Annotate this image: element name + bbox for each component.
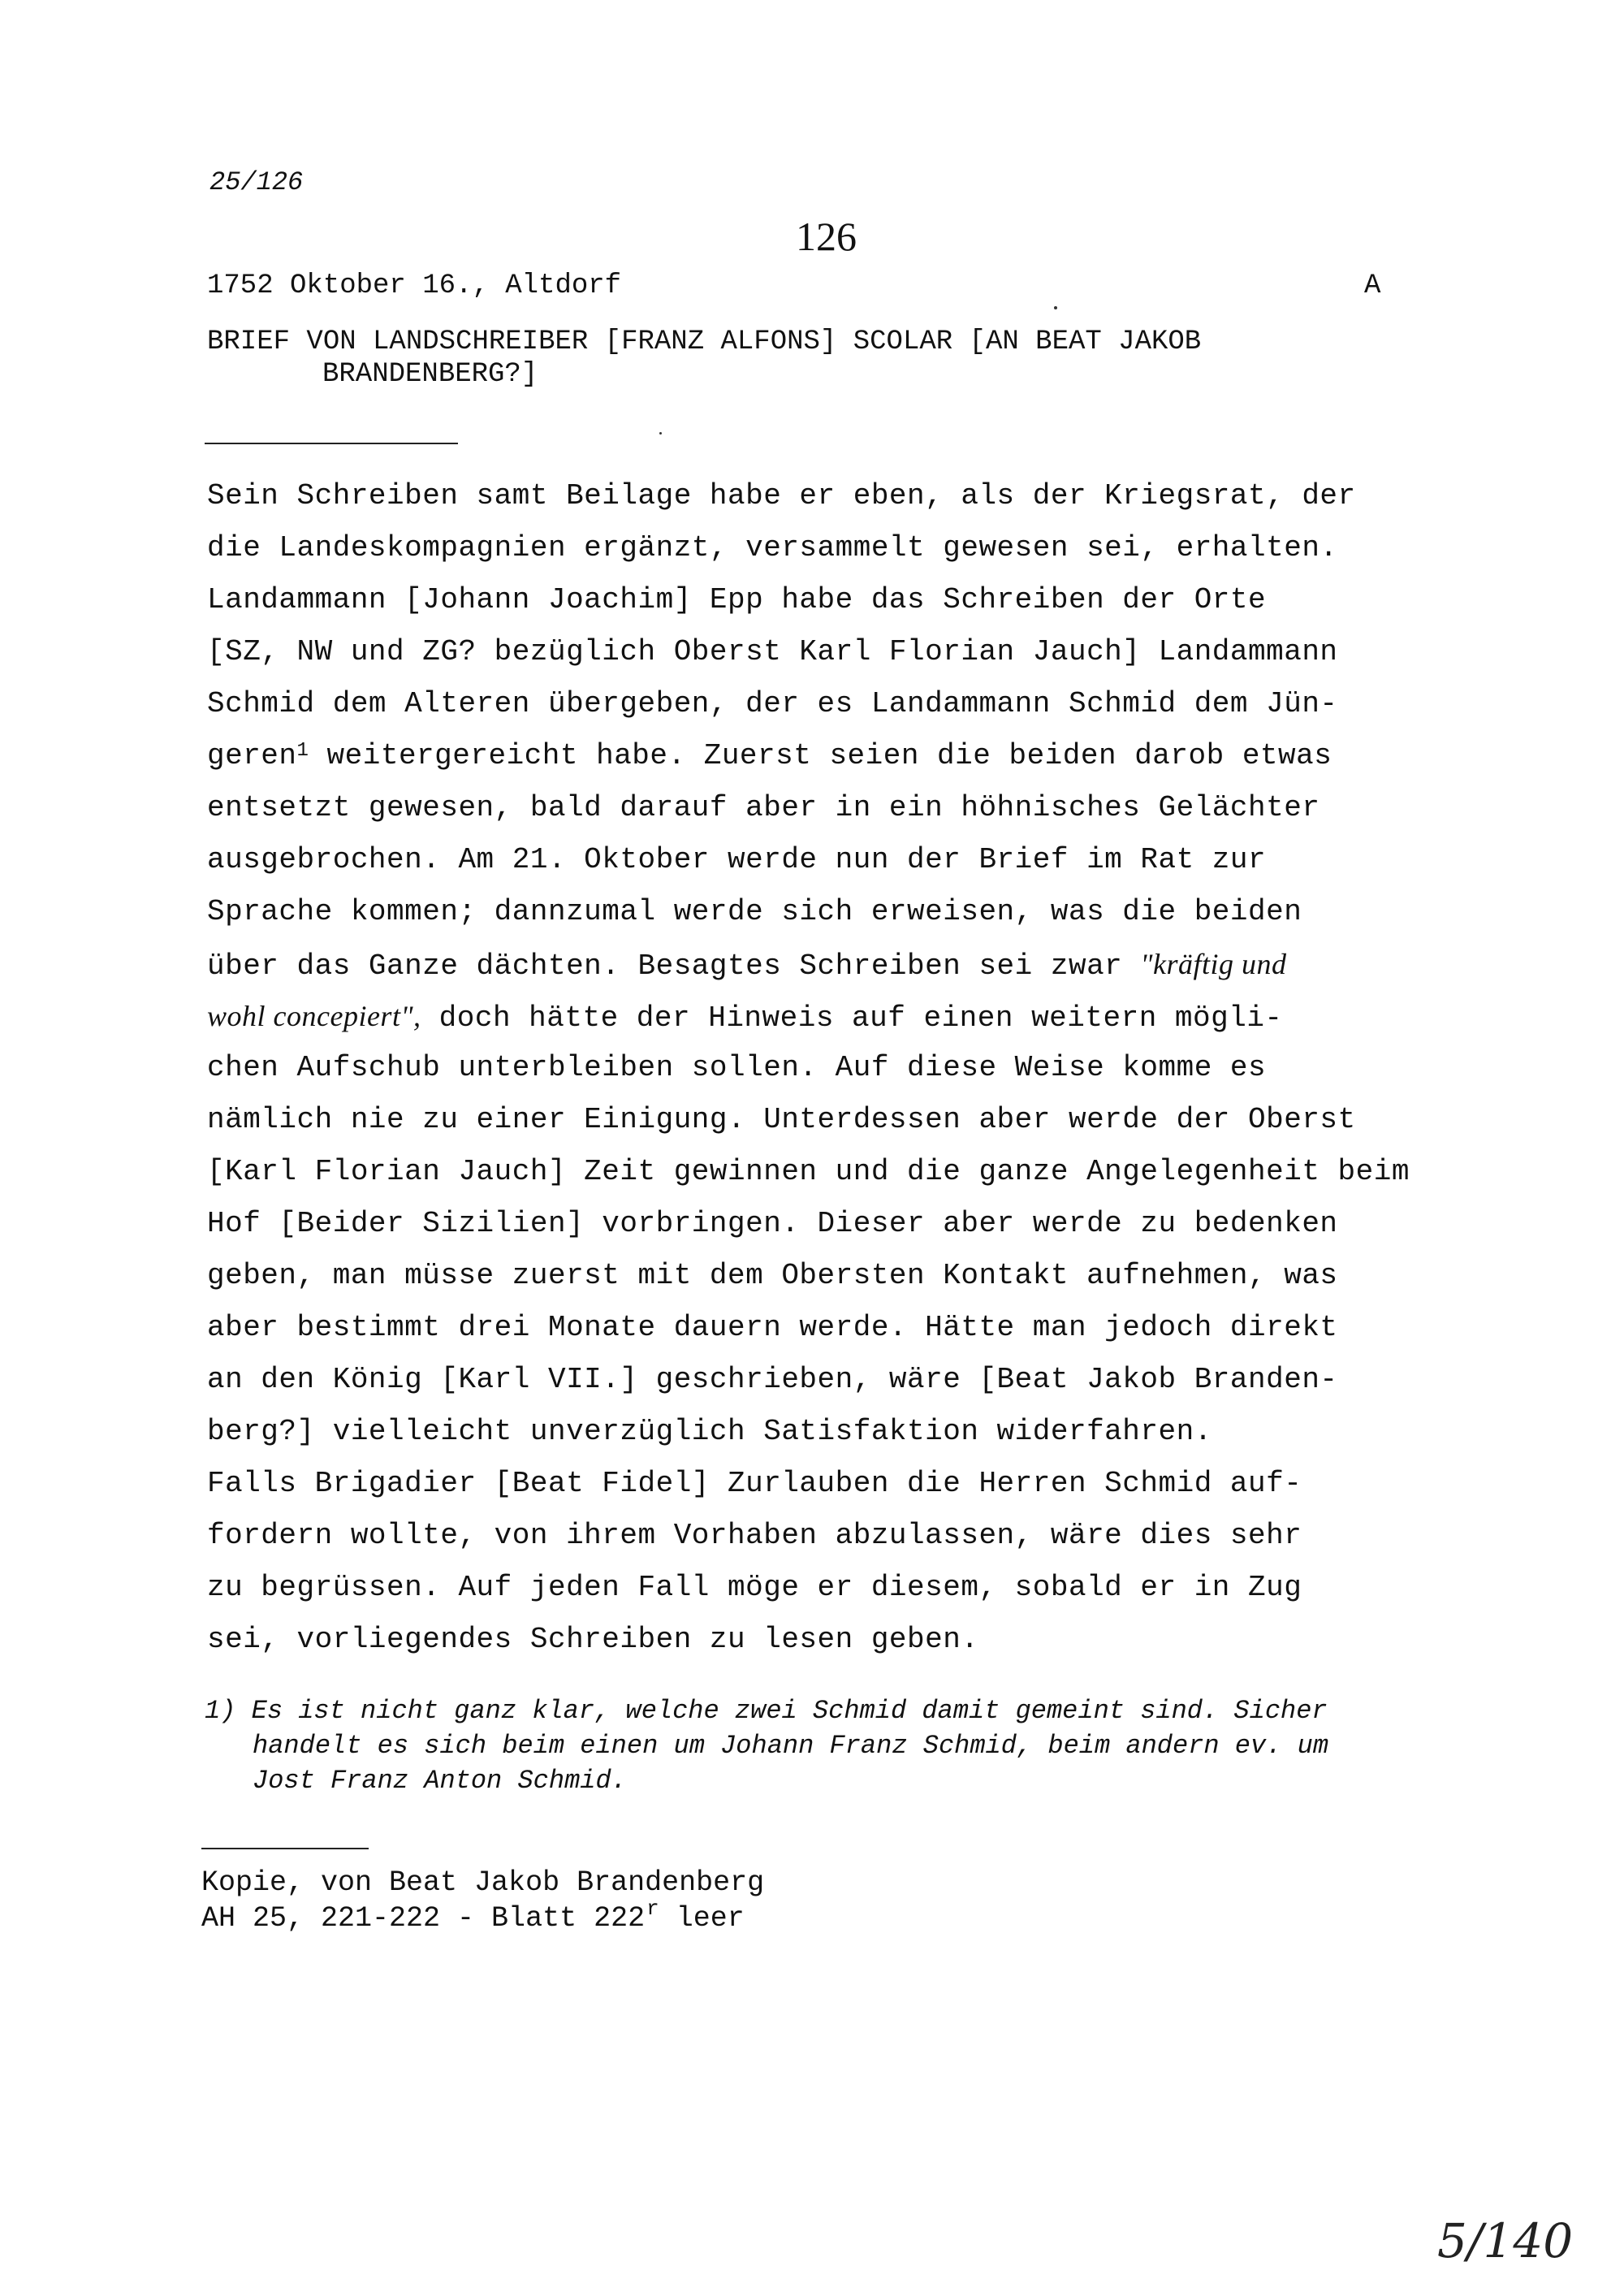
document-title-line-1: BRIEF VON LANDSCHREIBER [FRANZ ALFONS] SCOLAR [AN BEAT JAKOB bbox=[207, 327, 1202, 357]
header-divider bbox=[205, 443, 458, 444]
body-line: Hof [Beider Sizilien] vorbringen. Dieser aber werde zu bedenken bbox=[207, 1207, 1338, 1240]
body-line: die Landeskompagnien ergänzt, versammelt gewesen sei, erhalten. bbox=[207, 531, 1338, 564]
archive-reference: 25/126 bbox=[209, 167, 304, 197]
quotation: "kräftig und bbox=[1140, 948, 1287, 980]
body-line: fordern wollte, von ihrem Vorhaben abzulassen, wäre dies sehr bbox=[207, 1519, 1302, 1552]
handwritten-folio-number: 5/140 bbox=[1437, 2213, 1574, 2268]
body-line: aber bestimmt drei Monate dauern werde. Hätte man jedoch direkt bbox=[207, 1311, 1338, 1344]
footnote-line: Jost Franz Anton Schmid. bbox=[253, 1766, 627, 1796]
body-line: [SZ, NW und ZG? bezüglich Oberst Karl Florian Jauch] Landammann bbox=[207, 635, 1338, 668]
body-line bbox=[207, 947, 1287, 983]
footnote-marker: 1 bbox=[296, 740, 309, 762]
body-line: Landammann [Johann Joachim] Epp habe das Schreiben der Orte bbox=[207, 583, 1267, 616]
body-line: nämlich nie zu einer Einigung. Unterdessen aber werde der Oberst bbox=[207, 1103, 1356, 1136]
body-line: Sprache kommen; dannzumal werde sich erweisen, was die beiden bbox=[207, 895, 1302, 928]
body-line: Falls Brigadier [Beat Fidel] Zurlauben die Herren Schmid auf- bbox=[207, 1467, 1302, 1500]
source-text-segment: leer bbox=[659, 1902, 745, 1935]
classification-letter: A bbox=[1364, 270, 1381, 301]
body-text-segment: weitergereicht habe. Zuerst seien die beiden darob etwas bbox=[309, 739, 1332, 772]
body-text-segment: geren bbox=[207, 739, 297, 772]
footnote-line: 1) Es ist nicht ganz klar, welche zwei Schmid damit gemeint sind. Sicher bbox=[205, 1696, 1328, 1726]
body-line: Schmid dem Alteren übergeben, der es Landammann Schmid dem Jün- bbox=[207, 687, 1338, 720]
body-line: ausgebrochen. Am 21. Oktober werde nun der Brief im Rat zur bbox=[207, 843, 1267, 876]
body-line: entsetzt gewesen, bald darauf aber in ein höhnisches Gelächter bbox=[207, 791, 1320, 824]
body-line: Sein Schreiben samt Beilage habe er eben, als der Kriegsrat, der bbox=[207, 479, 1356, 512]
document-title-line-2: BRANDENBERG?] bbox=[322, 359, 538, 390]
body-line: sei, vorliegendes Schreiben zu lesen geben. bbox=[207, 1623, 979, 1656]
footnote-line: handelt es sich beim einen um Johann Franz Schmid, beim andern ev. um bbox=[253, 1731, 1329, 1761]
body-line: [Karl Florian Jauch] Zeit gewinnen und die ganze Angelegenheit beim bbox=[207, 1155, 1410, 1188]
body-line: geben, man müsse zuerst mit dem Obersten Kontakt aufnehmen, was bbox=[207, 1259, 1338, 1292]
body-line: zu begrüssen. Auf jeden Fall möge er diesem, sobald er in Zug bbox=[207, 1571, 1302, 1604]
body-text-segment: über das Ganze dächten. Besagtes Schreiben sei zwar bbox=[207, 949, 1141, 983]
source-line: Kopie, von Beat Jakob Brandenberg bbox=[201, 1866, 765, 1899]
body-line: chen Aufschub unterbleiben sollen. Auf diese Weise komme es bbox=[207, 1051, 1267, 1084]
recto-marker: r bbox=[646, 1896, 659, 1921]
date-place: 1752 Oktober 16., Altdorf bbox=[207, 270, 622, 301]
speck bbox=[659, 432, 662, 435]
body-line bbox=[207, 739, 1332, 772]
body-text-segment: doch hätte der Hinweis auf einen weitern mögli- bbox=[421, 1001, 1283, 1035]
body-line: berg?] vielleicht unverzüglich Satisfaktion widerfahren. bbox=[207, 1415, 1212, 1448]
quotation: wohl concepiert", bbox=[207, 1000, 421, 1032]
source-text-segment: AH 25, 221-222 - Blatt 222 bbox=[201, 1902, 646, 1935]
document-number: 126 bbox=[796, 214, 857, 259]
body-line: an den König [Karl VII.] geschrieben, wäre [Beat Jakob Branden- bbox=[207, 1363, 1338, 1396]
source-divider bbox=[201, 1848, 369, 1849]
body-line bbox=[207, 999, 1283, 1035]
source-line bbox=[201, 1896, 745, 1935]
speck bbox=[1054, 306, 1057, 309]
